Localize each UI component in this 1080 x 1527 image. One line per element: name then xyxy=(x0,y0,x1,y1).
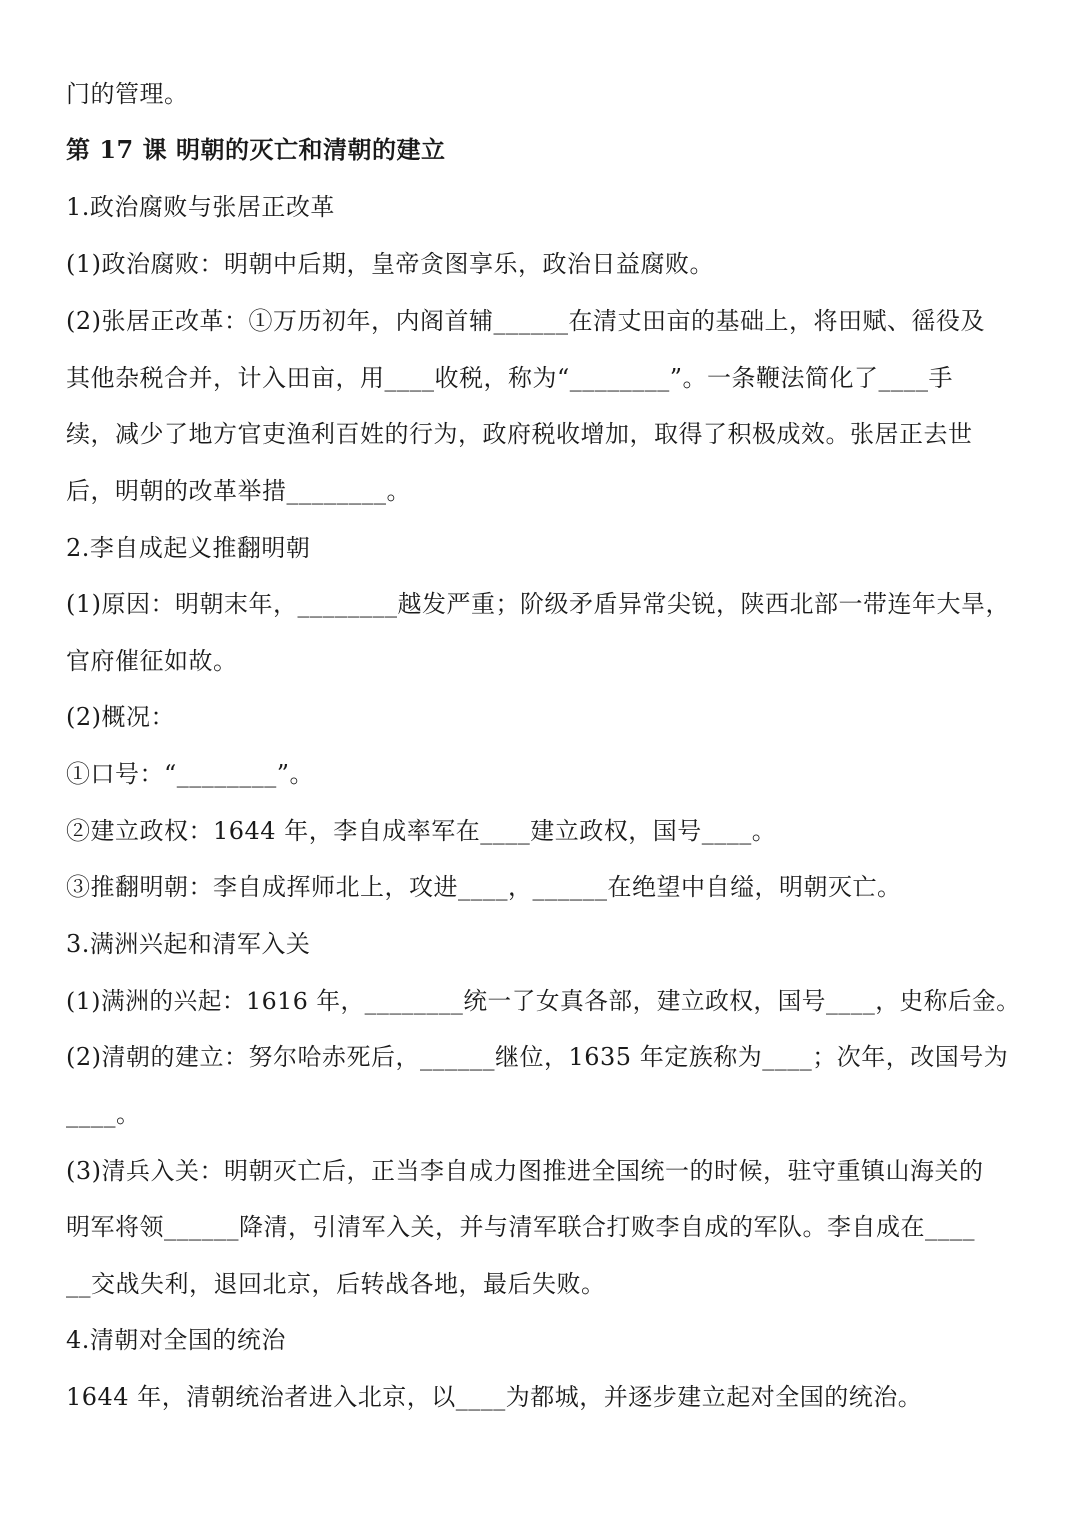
text-line: (1)政治腐败：明朝中后期，皇帝贪图享乐，政治日益腐败。 xyxy=(66,250,714,278)
text-line: 门的管理。 xyxy=(66,80,189,108)
text-line: __交战失利，退回北京，后转战各地，最后失败。 xyxy=(66,1270,606,1298)
text-line: ____。 xyxy=(66,1100,141,1128)
text-line: (1)满洲的兴起：1616 年，________统一了女真各部，建立政权，国号____，史称后金。 xyxy=(66,987,1021,1015)
text-line: 其他杂税合并，计入田亩，用____收税，称为“________”。一条鞭法简化了____手 xyxy=(66,364,954,392)
text-line: (1)原因：明朝末年，________越发严重；阶级矛盾异常尖锐，陕西北部一带连年大旱， xyxy=(66,590,1010,618)
text-line: (2)概况： xyxy=(66,703,175,731)
text-line: 续，减少了地方官吏渔利百姓的行为，政府税收增加，取得了积极成效。张居正去世 xyxy=(66,420,973,448)
text-line: 明军将领______降清，引清军入关，并与清军联合打败李自成的军队。李自成在____ xyxy=(66,1213,975,1241)
lesson-title: 第 17 课 明朝的灭亡和清朝的建立 xyxy=(66,135,446,164)
text-line: ①口号：“________”。 xyxy=(66,760,315,788)
text-line: (2)张居正改革：①万历初年，内阁首辅______在清丈田亩的基础上，将田赋、徭役及 xyxy=(66,307,985,335)
text-line: 官府催征如故。 xyxy=(66,647,238,675)
text-line: (3)清兵入关：明朝灭亡后，正当李自成力图推进全国统一的时候，驻守重镇山海关的 xyxy=(66,1157,984,1185)
section-heading: 1.政治腐败与张居正改革 xyxy=(66,193,335,221)
section-heading: 2.李自成起义推翻明朝 xyxy=(66,534,311,562)
text-line: ③推翻明朝：李自成挥师北上，攻进____，______在绝望中自缢，明朝灭亡。 xyxy=(66,873,902,901)
text-line: (2)清朝的建立：努尔哈赤死后，______继位，1635 年定族称为____；次年，改国号为 xyxy=(66,1043,1009,1071)
section-heading: 3.满洲兴起和清军入关 xyxy=(66,930,311,958)
text-line: 1644 年，清朝统治者进入北京，以____为都城，并逐步建立起对全国的统治。 xyxy=(66,1383,923,1411)
text-line: 后，明朝的改革举措________。 xyxy=(66,477,411,505)
section-heading: 4.清朝对全国的统治 xyxy=(66,1326,286,1354)
text-line: ②建立政权：1644 年，李自成率军在____建立政权，国号____。 xyxy=(66,817,777,845)
